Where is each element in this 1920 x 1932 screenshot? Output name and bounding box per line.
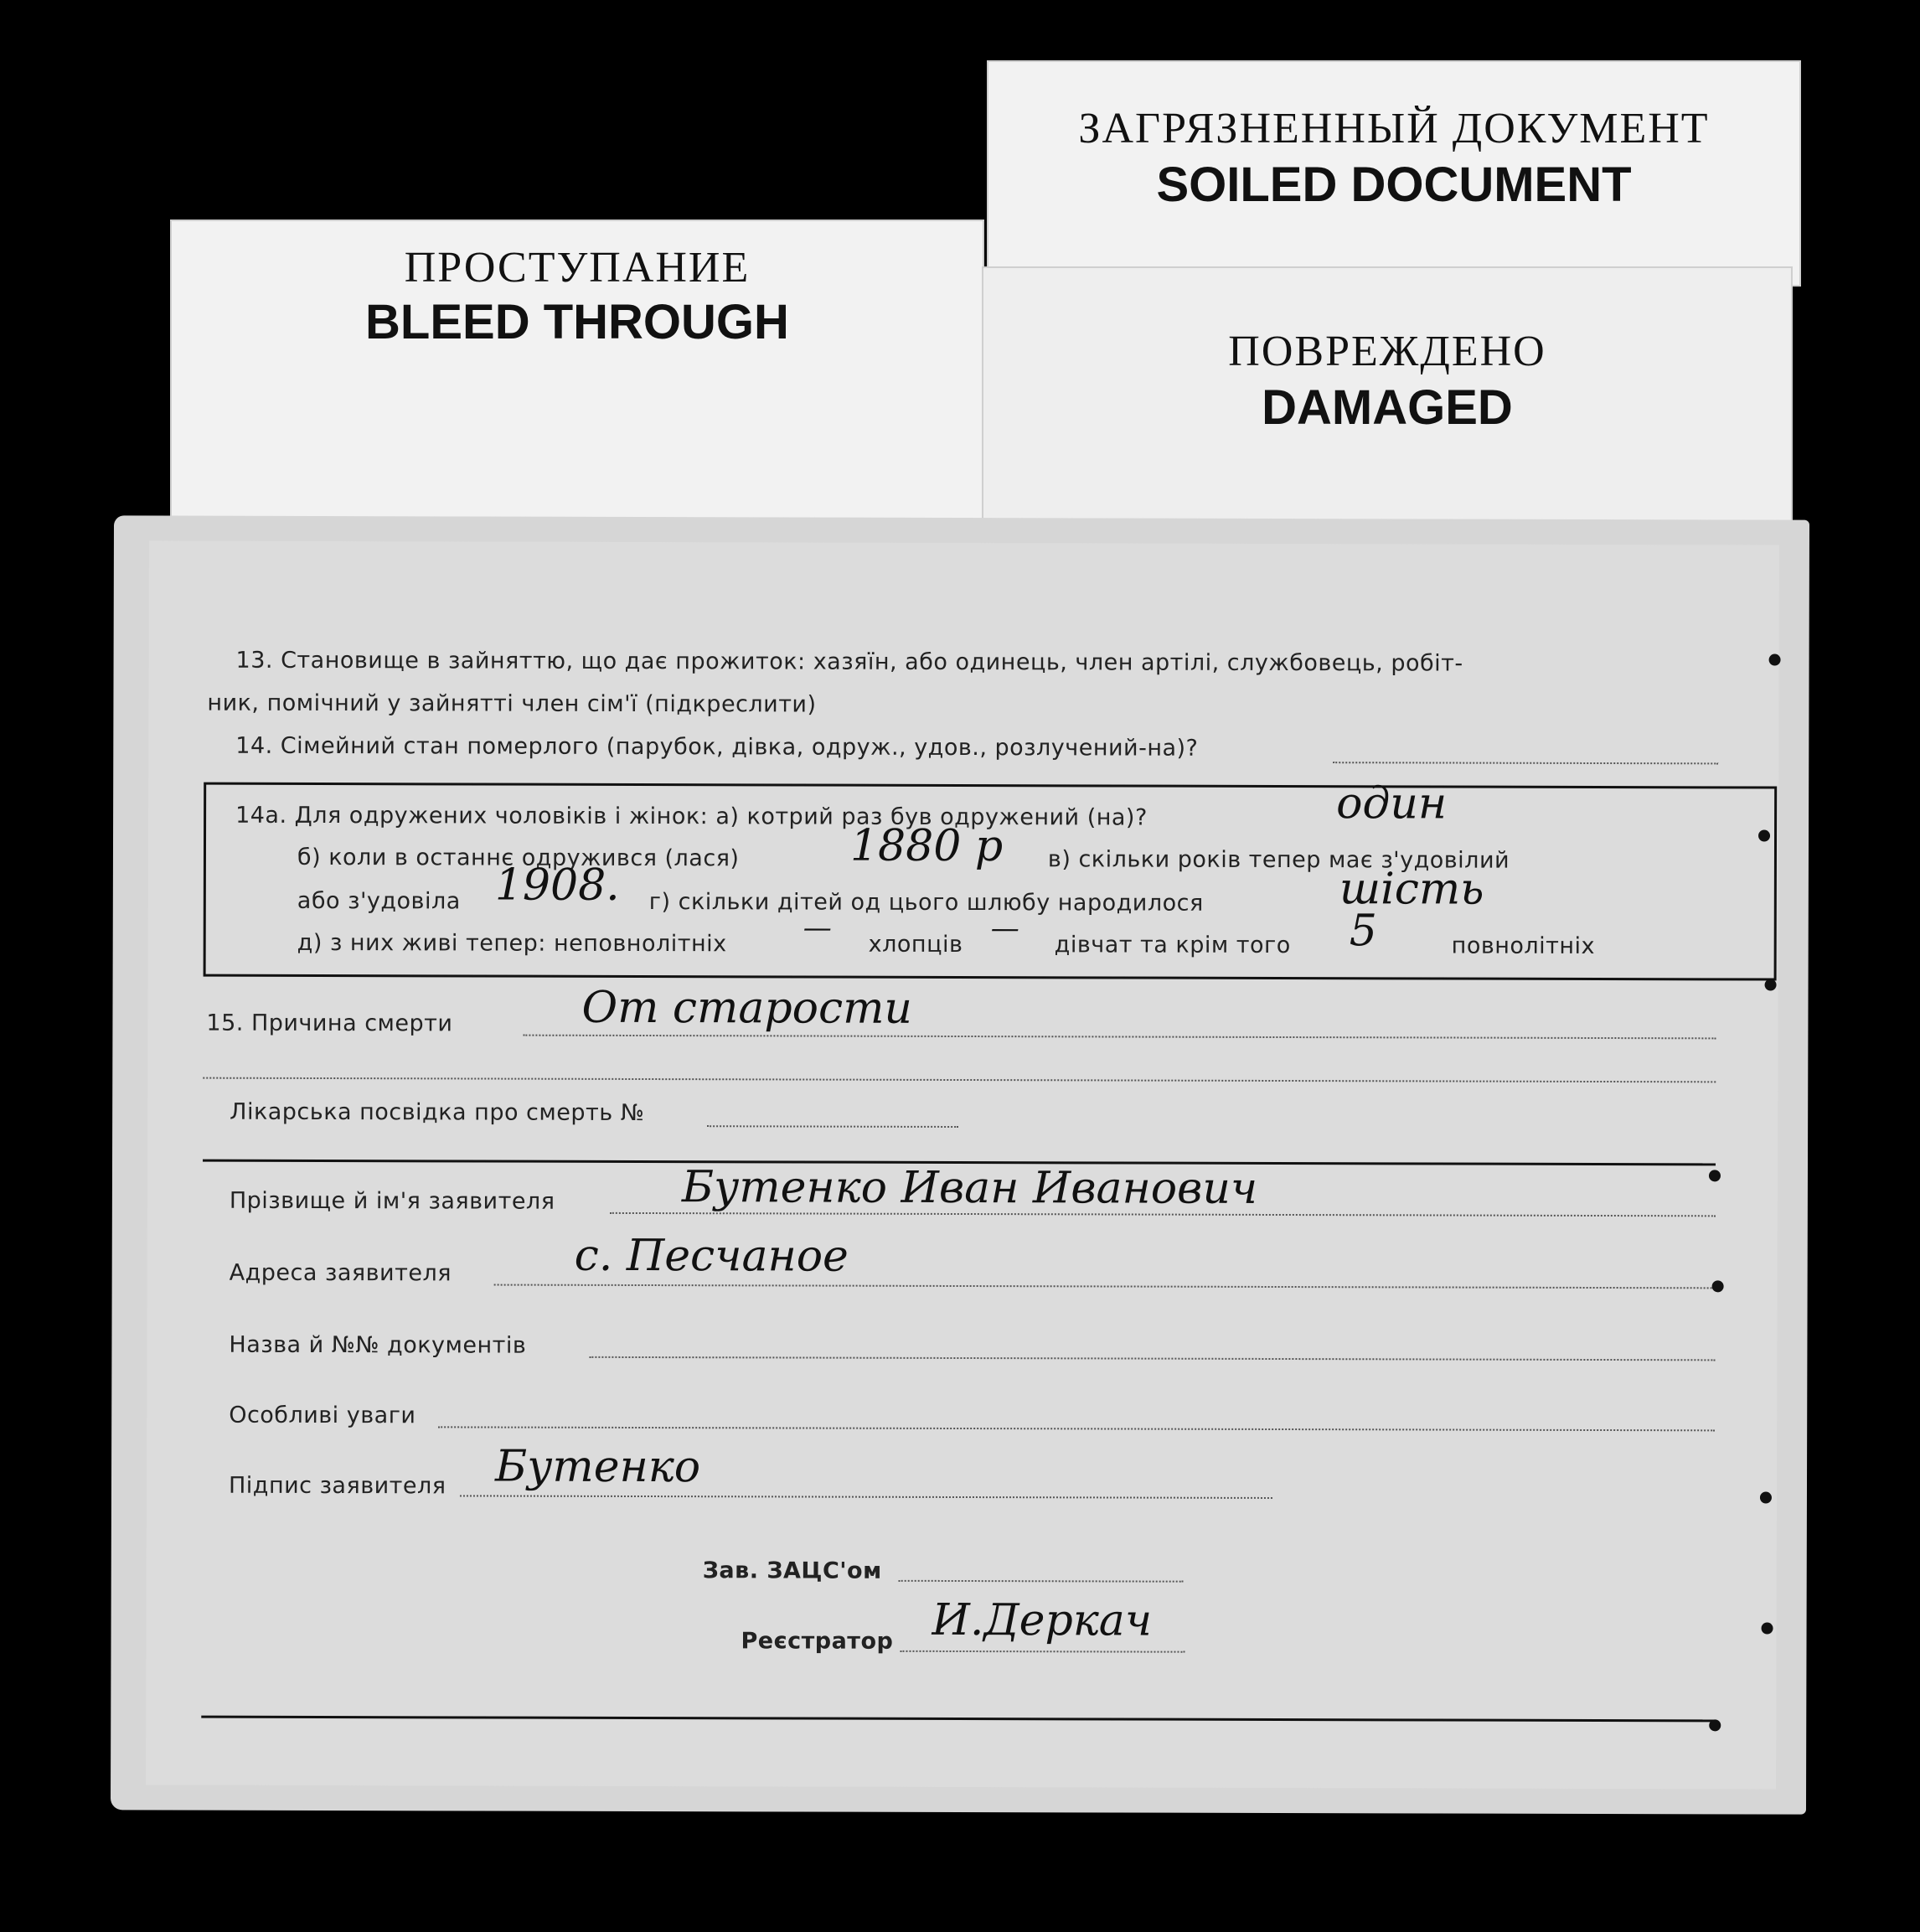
applicant-address-label: Адреса заявителя — [229, 1259, 452, 1287]
punch-hole — [1762, 1623, 1773, 1635]
punch-hole — [1712, 1280, 1724, 1292]
head-of-registry-label: Зав. ЗАЦС'ом — [702, 1557, 882, 1584]
q14a-g-value: шість — [1339, 864, 1484, 915]
q15-label: 15. Причина смерти — [206, 1010, 453, 1037]
applicant-signature: Бутенко — [494, 1441, 701, 1493]
punch-hole — [1758, 829, 1770, 841]
punch-hole — [1709, 1719, 1721, 1731]
q14a-d-label1: д) з них живі тепер: неповнолітніх — [297, 929, 727, 958]
applicant-name-label: Прізвище й ім'я заявителя — [229, 1187, 555, 1215]
q14a-g-label: г) скільки дітей од цього шлюбу народилося — [648, 889, 1204, 917]
soiled-document-label-ru: ЗАГРЯЗНЕННЫЙ ДОКУМЕНТ — [1078, 105, 1710, 152]
q14a-v2-label: або з'удовіла — [297, 887, 461, 915]
q14a-d-label3: дівчат та крім того — [1054, 932, 1291, 959]
q14a-v-label: в) скільки років тепер має з'удовілий — [1047, 846, 1510, 874]
medical-certificate-label: Лікарська посвідка про смерть № — [230, 1098, 645, 1127]
q14a-b-value: 1880 р — [849, 820, 1004, 872]
bleed-through-card — [170, 220, 984, 531]
q14a-a-value: один — [1336, 778, 1448, 829]
damaged-label-en: DAMAGED — [1262, 380, 1513, 435]
q14a-d-adults-value: 5 — [1349, 906, 1377, 957]
q13-line2: ник, помічний у зайнятті член сім'ї (підкреслити) — [207, 690, 817, 718]
q14a-d-minors-value: — — [803, 911, 832, 945]
remarks-label: Особливі уваги — [229, 1402, 416, 1429]
applicant-name-value: Бутенко Иван Иванович — [681, 1162, 1258, 1214]
q14a-v-value: 1908. — [494, 860, 620, 911]
damaged-card — [982, 266, 1793, 535]
q14a-d-label4: повнолітніх — [1451, 932, 1596, 959]
soiled-document-label-en: SOILED DOCUMENT — [1156, 158, 1632, 212]
q14a-b-label: б) коли в останнє одружився (лася) — [297, 844, 740, 872]
q14a-d-boys-value: — — [990, 912, 1019, 946]
q15-cause-of-death: От старости — [581, 982, 912, 1034]
applicant-signature-label: Підпис заявителя — [228, 1472, 446, 1500]
punch-hole — [1709, 1170, 1721, 1181]
q14-marital-status: 14. Сімейний стан померлого (парубок, дівка, одруж., удов., розлучений-на)? — [235, 732, 1199, 762]
bleed-through-label-ru: ПРОСТУПАНИЕ — [404, 244, 751, 292]
documents-label: Назва й №№ документів — [229, 1331, 527, 1359]
registrar-signature: И.Деркач — [932, 1594, 1153, 1646]
q14a-a-label: 14а. Для одружених чоловіків і жінок: а) котрий раз був одружений (на)? — [235, 802, 1148, 831]
punch-hole — [1769, 654, 1781, 666]
punch-hole — [1765, 979, 1777, 991]
q13-line1: 13. Становище в зайняттю, що дає прожиток: хазяїн, або одинець, член артілі, службовець, робіт- — [235, 647, 1463, 677]
death-record-form — [111, 515, 1809, 1814]
q14a-d-label2: хлопців — [868, 931, 963, 958]
applicant-address-value: с. Песчаное — [574, 1230, 849, 1282]
punch-hole — [1760, 1492, 1772, 1504]
bleed-through-label-en: BLEED THROUGH — [365, 295, 789, 349]
registrar-label: Реєстратор — [741, 1628, 894, 1655]
damaged-label-ru: ПОВРЕЖДЕНО — [1228, 328, 1546, 375]
soiled-document-card — [987, 60, 1801, 287]
